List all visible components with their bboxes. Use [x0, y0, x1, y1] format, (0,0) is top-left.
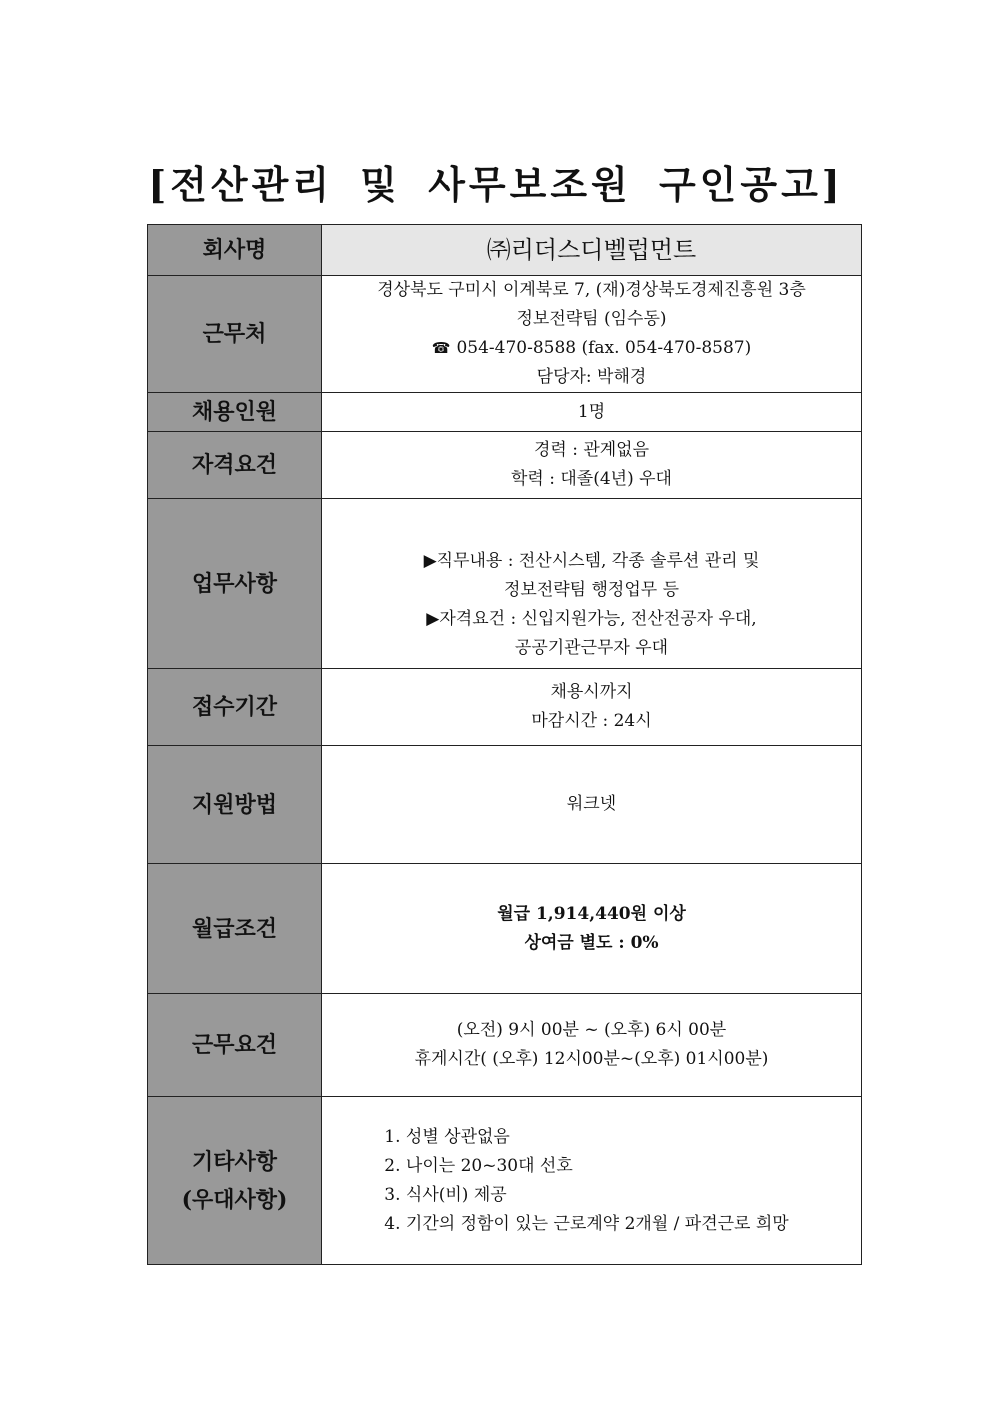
hours-line-2: 휴게시간( (오후) 12시00분~(오후) 01시00분) [414, 1049, 769, 1069]
other-label-line-2: (우대사항) [181, 1186, 288, 1213]
workplace-label: 근무처 [148, 276, 322, 393]
duties-line-3: ▶자격요건 : 신입지원가능, 전산전공자 우대, [426, 608, 757, 629]
method-value: 워크넷 [322, 746, 862, 864]
other-item-1: 1. 성별 상관없음 [384, 1126, 510, 1147]
period-value [322, 669, 862, 746]
qualification-label: 자격요건 [148, 432, 322, 499]
hours-label: 근무요건 [148, 994, 322, 1097]
row-company [148, 225, 862, 276]
row-salary [148, 864, 862, 994]
salary-line-2: 상여금 별도 : 0% [524, 932, 659, 953]
row-workplace [148, 276, 862, 393]
row-method [148, 746, 862, 864]
qualification-value [322, 432, 862, 499]
period-line-2: 마감시간 : 24시 [531, 711, 652, 731]
workplace-value [322, 276, 862, 393]
workplace-team: 정보전략팀 (임수동) [516, 309, 667, 329]
other-value [322, 1097, 862, 1265]
other-label [148, 1097, 322, 1265]
duties-label: 업무사항 [148, 499, 322, 669]
company-label: 회사명 [148, 225, 322, 276]
salary-label: 월급조건 [148, 864, 322, 994]
period-line-1: 채용시까지 [550, 682, 633, 702]
hours-line-1: (오전) 9시 00분 ~ (오후) 6시 00분 [456, 1020, 727, 1040]
row-qualification [148, 432, 862, 499]
salary-value [322, 864, 862, 994]
headcount-value: 1명 [322, 393, 862, 432]
phone-icon: ☎ [431, 339, 451, 357]
duties-value [322, 499, 862, 669]
salary-line-1: 월급 1,914,440원 이상 [497, 903, 686, 924]
duties-line-4: 공공기관근무자 우대 [514, 637, 669, 658]
qualification-education: 학력 : 대졸(4년) 우대 [511, 469, 672, 489]
period-label: 접수기간 [148, 669, 322, 746]
row-duties [148, 499, 862, 669]
row-period [148, 669, 862, 746]
row-hours [148, 994, 862, 1097]
headcount-label: 채용인원 [148, 393, 322, 432]
other-item-2: 2. 나이는 20~30대 선호 [384, 1155, 573, 1176]
duties-line-1: ▶직무내용 : 전산시스템, 각종 솔루션 관리 및 [423, 550, 760, 571]
workplace-contact: 담당자: 박해경 [536, 367, 647, 387]
hours-value [322, 994, 862, 1097]
page-title: [전산관리 및 사무보조원 구인공고] [148, 162, 844, 207]
qualification-career: 경력 : 관계없음 [533, 440, 650, 460]
duties-line-2: 정보전략팀 행정업무 등 [503, 579, 680, 600]
row-other [148, 1097, 862, 1265]
other-item-4: 4. 기간의 정함이 있는 근로계약 2개월 / 파견근로 희망 [384, 1213, 789, 1234]
other-label-line-1: 기타사항 [191, 1148, 277, 1175]
other-list [384, 1123, 788, 1239]
method-label: 지원방법 [148, 746, 322, 864]
workplace-address: 경상북도 구미시 이계북로 7, (재)경상북도경제진흥원 3층 [377, 280, 806, 300]
job-posting-table [147, 224, 862, 1265]
other-item-3: 3. 식사(비) 제공 [384, 1184, 507, 1205]
company-value: ㈜리더스디벨럽먼트 [322, 225, 862, 276]
workplace-phone-line [322, 334, 861, 363]
row-headcount [148, 393, 862, 432]
workplace-phone: 054-470-8588 (fax. 054-470-8587) [456, 338, 752, 358]
